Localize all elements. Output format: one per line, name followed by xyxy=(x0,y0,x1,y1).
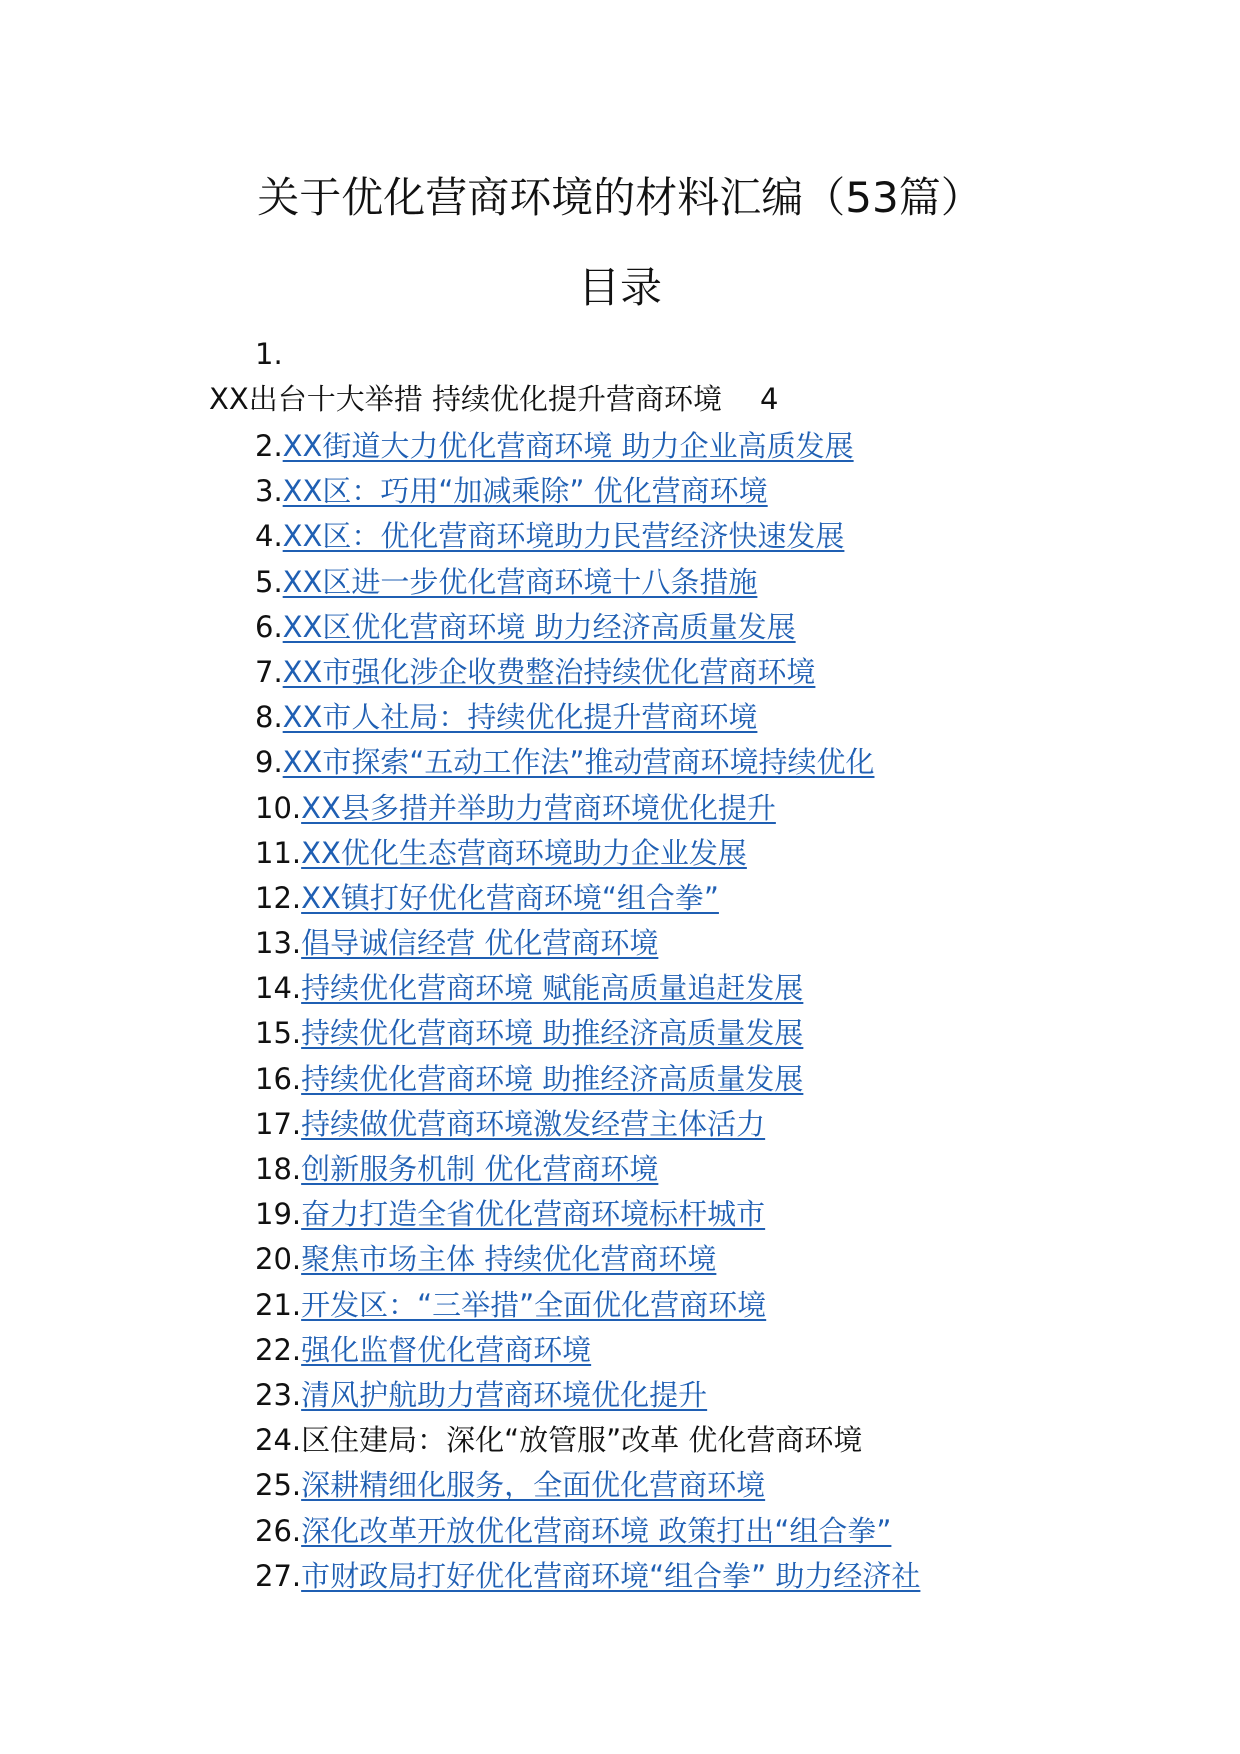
toc-entry-link[interactable]: XX市强化涉企收费整治持续优化营商环境 xyxy=(282,654,816,689)
toc-entry-link[interactable]: 持续做优营商环境激发经营主体活力 xyxy=(301,1106,766,1141)
toc-entry-number: 13. xyxy=(255,926,302,961)
toc-entry-number: 2. xyxy=(255,429,283,463)
toc-entry-link[interactable]: XX区优化营商环境 助力经济高质量发展 xyxy=(282,609,796,644)
toc-entry-number: 4. xyxy=(255,519,283,554)
toc-entry xyxy=(255,1463,1155,1508)
toc-entry-link[interactable]: 开发区：“三举措”全面优化营商环境 xyxy=(301,1287,767,1322)
toc-entry-link[interactable]: 持续优化营商环境 赋能高质量追赶发展 xyxy=(301,971,804,1006)
toc-entry-link[interactable]: 市财政局打好优化营商环境“组合拳” 助力经济社 xyxy=(301,1558,921,1593)
toc-entry-number: 24. xyxy=(255,1423,302,1458)
toc-entry-link[interactable]: 持续优化营商环境 助推经济高质量发展 xyxy=(301,1016,804,1051)
toc-entry-number: 11. xyxy=(255,835,302,870)
toc-entry-link[interactable]: 清风护航助力营商环境优化提升 xyxy=(301,1377,708,1412)
toc-entry-link[interactable]: 深化改革开放优化营商环境 政策打出“组合拳” xyxy=(301,1513,892,1548)
toc-entry-number: 14. xyxy=(255,971,302,1006)
toc-entry-number: 20. xyxy=(255,1242,302,1277)
toc-entry xyxy=(255,1283,1155,1328)
toc-entry-number: 16. xyxy=(255,1061,302,1096)
toc-entry-number: 10. xyxy=(255,790,302,825)
toc-entry-number: 9. xyxy=(255,745,283,780)
toc-entry-number: 17. xyxy=(255,1106,302,1141)
toc-entry xyxy=(255,650,1155,695)
toc-entry-number: 25. xyxy=(255,1468,302,1503)
toc-entry-link[interactable]: 强化监督优化营商环境 xyxy=(301,1332,592,1367)
toc-entry-link[interactable]: XX县多措并举助力营商环境优化提升 xyxy=(301,790,776,825)
toc-entry xyxy=(255,1102,1155,1147)
toc-entry xyxy=(255,1373,1155,1418)
toc-entry xyxy=(255,1418,1155,1463)
toc-entry-number: 5. xyxy=(255,564,283,599)
toc-entry-link[interactable]: XX市探索“五动工作法”推动营商环境持续优化 xyxy=(282,745,875,780)
toc-entry-link[interactable]: 奋力打造全省优化营商环境标杆城市 xyxy=(301,1197,766,1232)
toc-entry xyxy=(255,1509,1155,1554)
toc-entry-text: 区住建局：深化“放管服”改革 优化营商环境 xyxy=(301,1423,863,1458)
toc-entry xyxy=(255,469,1155,514)
toc-entry xyxy=(255,514,1155,559)
toc-entry-first xyxy=(209,332,1109,422)
toc-entry xyxy=(255,1237,1155,1282)
toc-entry-number: 7. xyxy=(255,654,283,689)
toc-entry-link[interactable]: XX街道大力优化营商环境 助力企业高质发展 xyxy=(282,429,854,463)
toc-entry-link[interactable]: XX市人社局：持续优化提升营商环境 xyxy=(282,700,758,735)
toc-entry-number: 3. xyxy=(255,474,283,509)
toc-entry-number: 18. xyxy=(255,1152,302,1186)
toc-heading: 目录 xyxy=(577,263,662,312)
toc-entry xyxy=(255,560,1155,605)
toc-entry-number: 26. xyxy=(255,1513,302,1548)
toc-entry-link[interactable]: 倡导诚信经营 优化营商环境 xyxy=(301,926,659,961)
toc-entry xyxy=(255,605,1155,650)
toc-entry-link[interactable]: 创新服务机制 优化营商环境 xyxy=(301,1152,659,1186)
toc-entry-link[interactable]: 聚焦市场主体 持续优化营商环境 xyxy=(301,1242,717,1277)
toc-entry xyxy=(255,1328,1155,1373)
toc-entry xyxy=(255,921,1155,966)
toc-entry-link[interactable]: XX镇打好优化营商环境“组合拳” xyxy=(301,880,719,915)
toc-entry xyxy=(255,1147,1155,1192)
toc-entry xyxy=(255,1057,1155,1102)
toc-entry-text: XX出台十大举措 持续优化提升营商环境 xyxy=(209,382,722,416)
toc-entry-page-number: 4 xyxy=(759,382,779,416)
toc-entry-number: 23. xyxy=(255,1377,302,1412)
toc-entry-number: 12. xyxy=(255,880,302,915)
toc-entry-number: 6. xyxy=(255,609,283,644)
toc-entry xyxy=(255,695,1155,740)
toc-entry xyxy=(255,1192,1155,1237)
toc-entry-number: 21. xyxy=(255,1287,302,1322)
toc-entry-link[interactable]: XX优化生态营商环境助力企业发展 xyxy=(301,835,747,870)
toc-entry xyxy=(255,1011,1155,1056)
toc-entry xyxy=(255,740,1155,785)
document-title: 关于优化营商环境的材料汇编（53篇） xyxy=(257,173,983,222)
toc-entry xyxy=(255,786,1155,831)
toc-entry-number: 22. xyxy=(255,1332,302,1367)
toc-list xyxy=(255,424,1155,1599)
toc-entry-link[interactable]: XX区进一步优化营商环境十八条措施 xyxy=(282,564,758,599)
toc-entry-number: 15. xyxy=(255,1016,302,1051)
toc-entry xyxy=(255,876,1155,921)
toc-entry-number: 27. xyxy=(255,1558,302,1593)
toc-entry-number: 8. xyxy=(255,700,283,735)
toc-entry xyxy=(255,424,1155,469)
toc-entry-number: 19. xyxy=(255,1197,302,1232)
toc-entry-link[interactable]: 深耕精细化服务，全面优化营商环境 xyxy=(301,1468,766,1503)
toc-entry-number: 1. xyxy=(255,337,283,371)
toc-entry-link[interactable]: XX区：巧用“加减乘除” 优化营商环境 xyxy=(282,474,768,509)
toc-entry xyxy=(255,1554,1155,1599)
toc-entry xyxy=(255,831,1155,876)
toc-entry xyxy=(255,966,1155,1011)
toc-entry-link[interactable]: XX区：优化营商环境助力民营经济快速发展 xyxy=(282,519,845,554)
toc-entry-link[interactable]: 持续优化营商环境 助推经济高质量发展 xyxy=(301,1061,804,1096)
